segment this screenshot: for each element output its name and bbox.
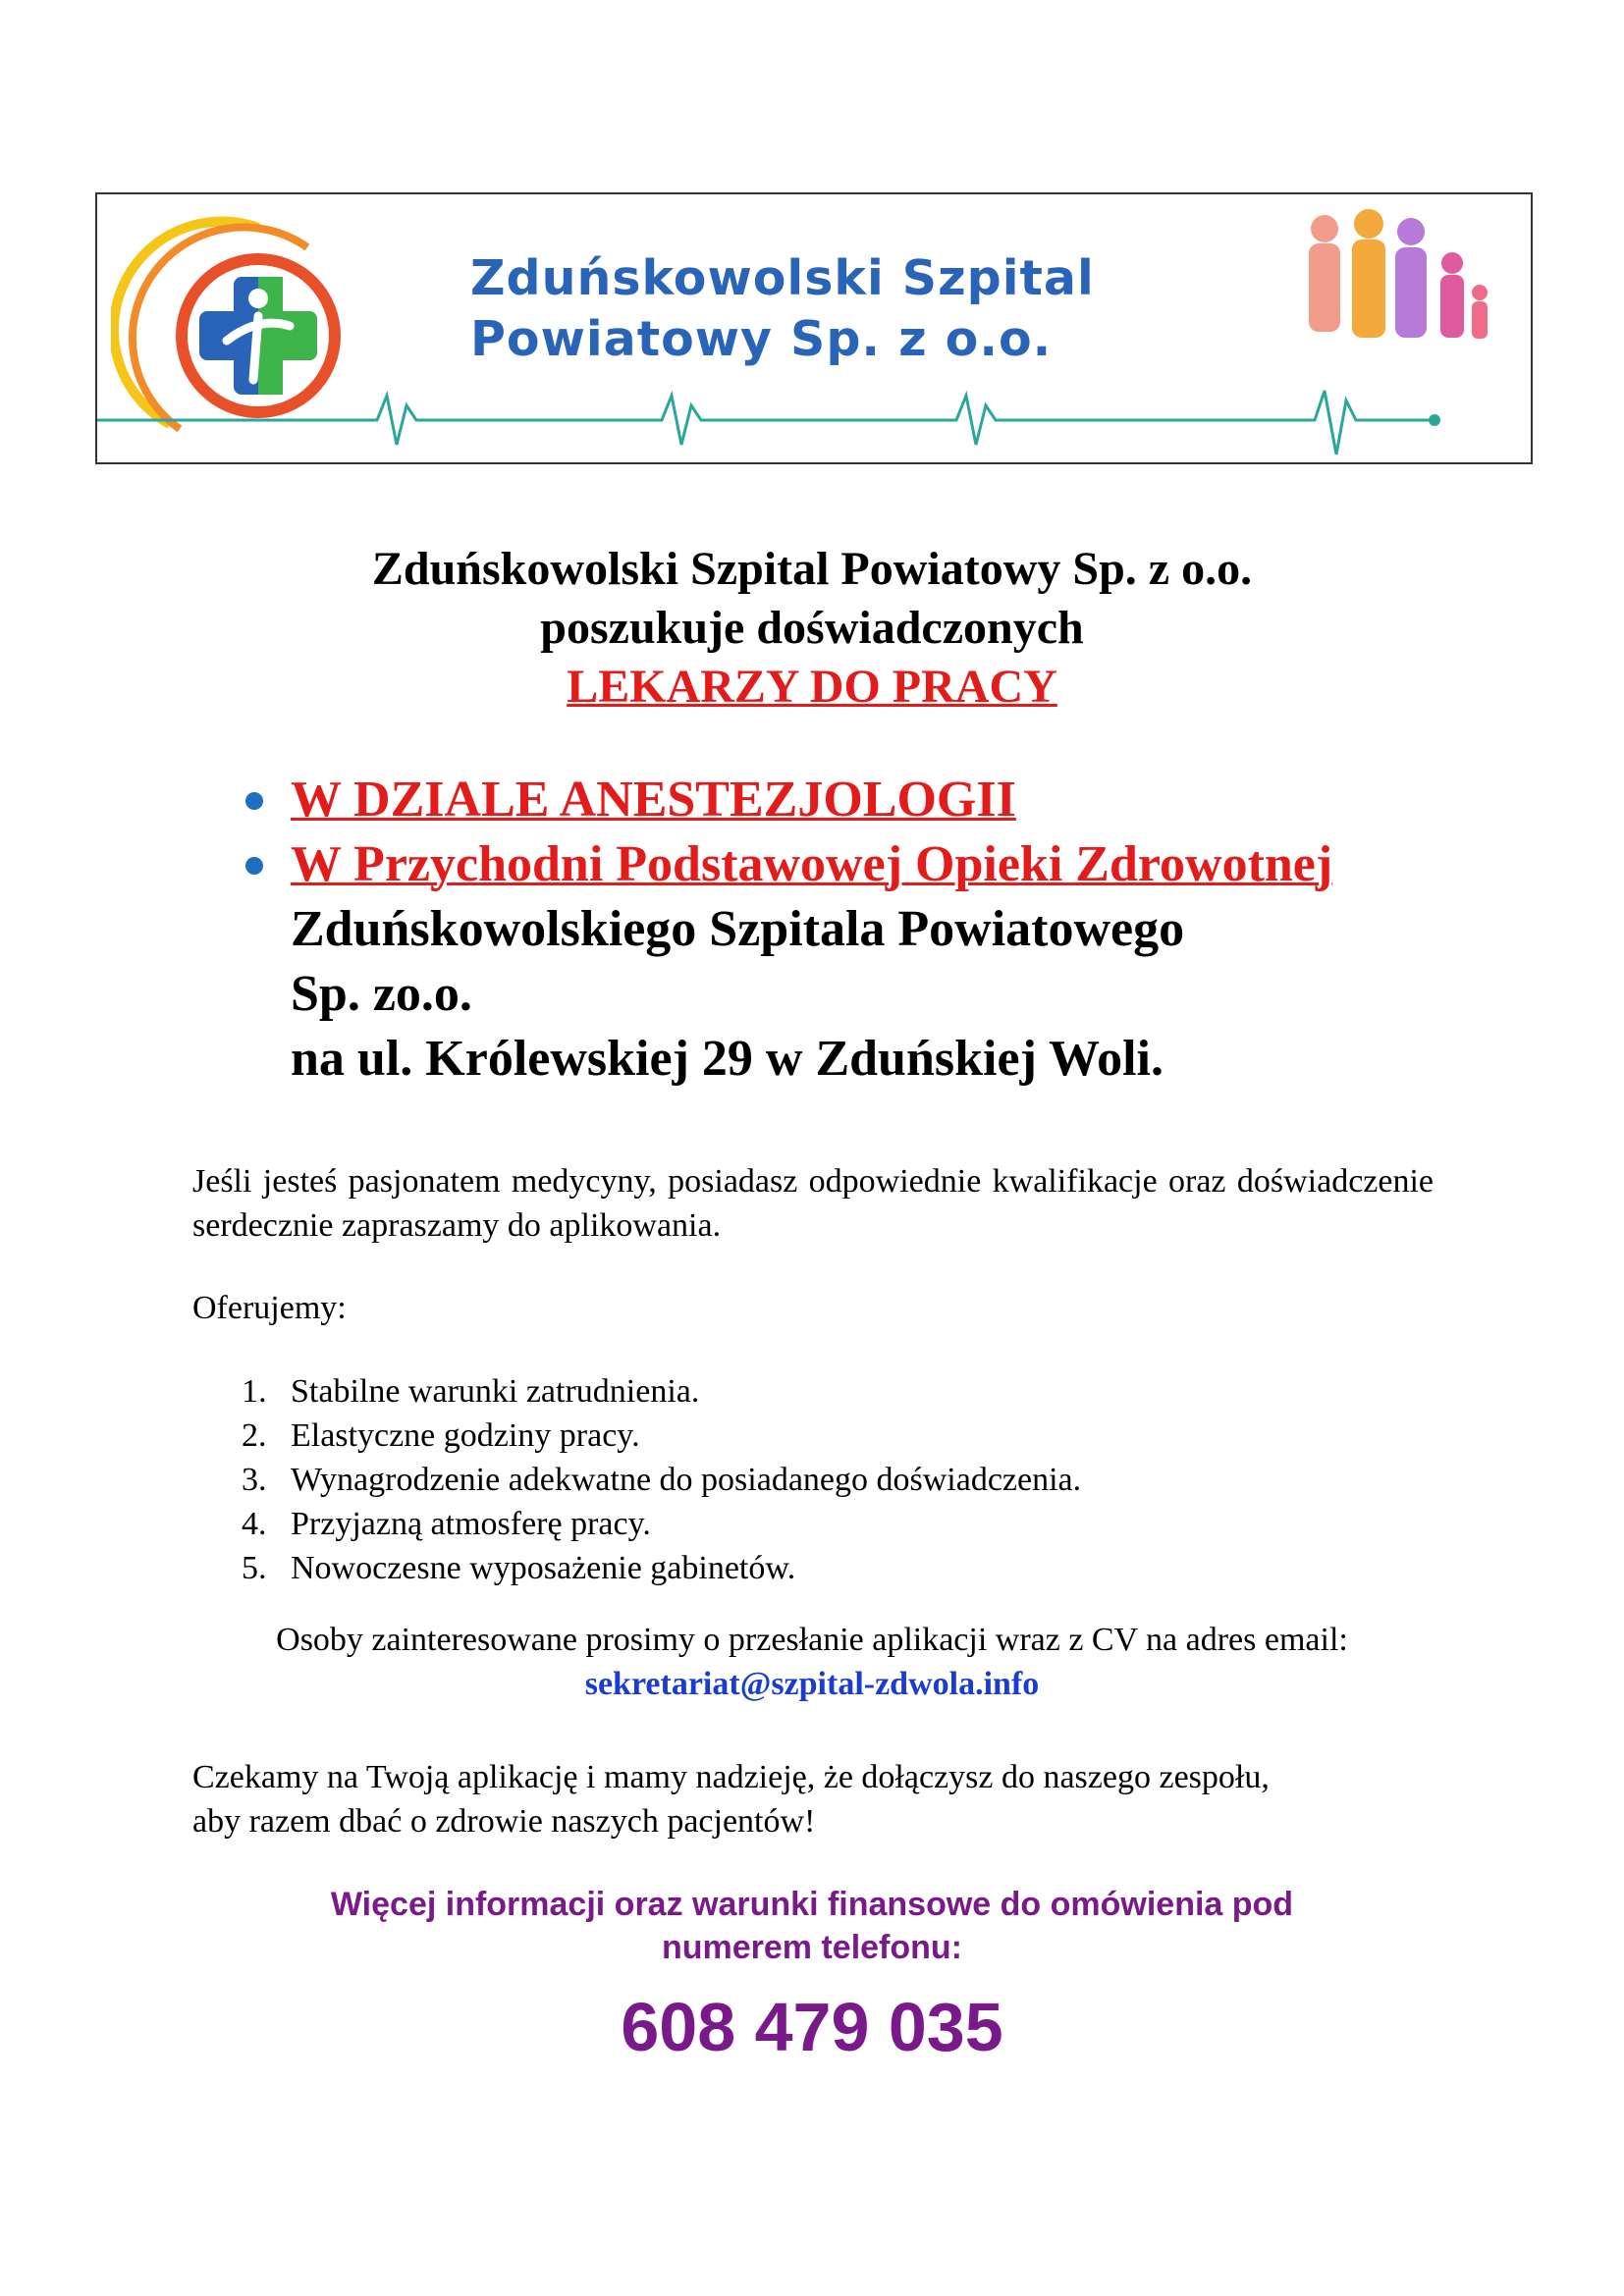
offer-item-text: Elastyczne godziny pracy. [291,1417,640,1454]
email-link[interactable]: sekretariat@szpital-zdwola.info [584,1666,1040,1702]
headline [0,540,1624,717]
apply-text: Osoby zainteresowane prosimy o przesłanie aplikacji wraz z CV na adres email: [276,1622,1348,1658]
offer-title: Oferujemy: [192,1290,347,1326]
headline-line-2: poszukuje doświadczonych [540,602,1084,654]
headline-line-3: LEKARZY DO PRACY [567,661,1057,713]
closing-line-2: aby razem dbać o zdrowie naszych pacjentów! [192,1803,816,1840]
department-detail-line-2: Sp. zo.o. [291,966,472,1022]
ecg-line-icon [97,381,1533,459]
offer-item [242,1502,1081,1546]
apply-block [0,1618,1624,1706]
department-label: W Przychodni Podstawowej Opieki Zdrowotnej [291,836,1333,892]
phone-number[interactable]: 608 479 035 [621,1989,1003,2065]
offer-item [242,1546,1081,1590]
intro-paragraph: Jeśli jesteś pasjonatem medycyny, posiadasz odpowiednie kwalifikacje oraz doświadczenie serdecznie zapraszamy do aplikowania. [192,1163,1434,1244]
offer-item-text: Stabilne warunki zatrudnienia. [291,1373,700,1410]
department-item [236,768,1332,832]
department-item [236,832,1332,897]
bullet-icon [245,792,263,810]
offer-list [242,1369,1081,1590]
offer-item [242,1414,1081,1458]
contact-block [0,1883,1624,2071]
headline-line-1: Zduńskowolski Szpital Powiatowy Sp. z o.o. [371,543,1253,595]
brand-line-1: Zduńskowolski Szpital [470,250,1095,306]
bullet-icon [245,857,263,875]
offer-item [242,1458,1081,1502]
closing-line-1: Czekamy na Twoją aplikację i mamy nadzieję, że dołączysz do naszego zespołu, [192,1759,1270,1795]
offer-item-number: 3. [242,1462,267,1498]
departments-list [236,768,1332,1092]
department-label: W DZIALE ANESTEZJOLOGII [291,772,1016,828]
department-detail-line-1: Zduńskowolskiego Szpitala Powiatowego [291,901,1185,957]
offer-item-text: Nowoczesne wyposażenie gabinetów. [291,1550,796,1586]
offer-item-number: 4. [242,1506,267,1542]
offer-item [242,1369,1081,1414]
offer-item-text: Wynagrodzenie adekwatne do posiadanego doświadczenia. [291,1462,1082,1498]
family-silhouette-icon [1295,204,1491,361]
brand-line-2: Powiatowy Sp. z o.o. [470,311,1053,367]
hospital-brand-name [470,248,1095,370]
hospital-banner [95,192,1533,464]
offer-item-number: 5. [242,1550,267,1586]
contact-info-line-1: Więcej informacji oraz warunki finansowe do omówienia pod [330,1886,1294,1923]
closing-paragraph [192,1755,1434,1843]
offer-item-text: Przyjazną atmosferę pracy. [291,1506,651,1542]
offer-item-number: 1. [242,1373,267,1410]
department-detail-line-3: na ul. Królewskiej 29 w Zduńskiej Woli. [291,1031,1164,1087]
contact-info-line-2: numerem telefonu: [661,1929,963,1966]
offer-item-number: 2. [242,1417,267,1454]
